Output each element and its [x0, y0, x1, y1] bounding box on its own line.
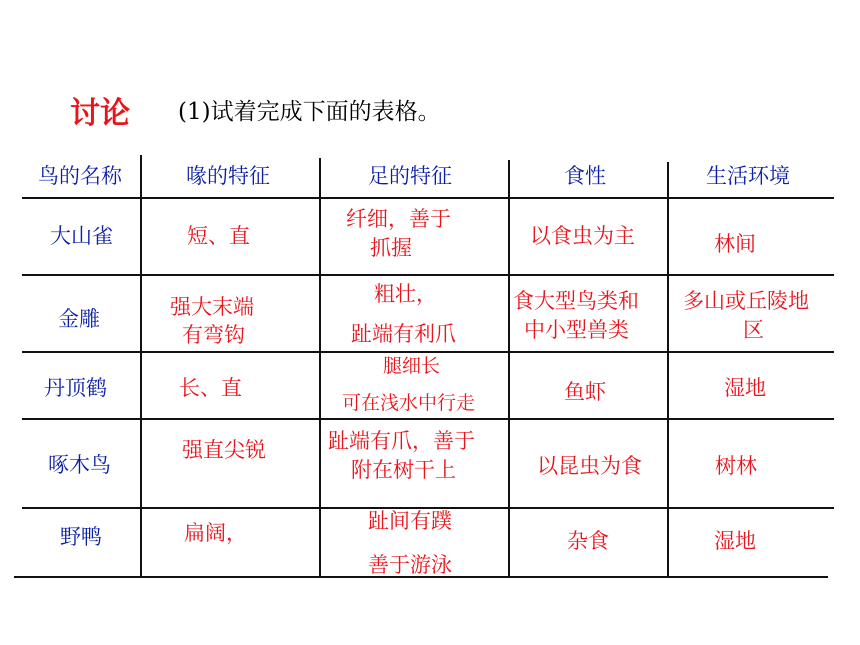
habitat-text: 湿地: [714, 529, 756, 553]
foot-feature-line: 趾端有爪，善于: [328, 429, 475, 453]
bird-name: 大山雀: [50, 224, 113, 248]
header-habitat: 生活环境: [706, 164, 790, 188]
table-rule: [22, 418, 834, 420]
beak-feature: 强直尖锐: [182, 438, 266, 462]
foot-feature-line: 趾间有蹼: [368, 509, 452, 533]
diet-text: 鱼虾: [564, 380, 606, 404]
diet-text: 杂食: [567, 529, 609, 553]
habitat-text: 树林: [715, 454, 757, 478]
foot-feature-line: 纤细，善于: [346, 207, 451, 231]
bird-name: 啄木鸟: [48, 453, 111, 477]
habitat-text-line: 多山或丘陵地: [683, 289, 809, 313]
table-column-rule: [319, 158, 321, 577]
foot-feature-line: 可在浅水中行走: [342, 392, 476, 414]
habitat-text: 林间: [714, 232, 756, 256]
instruction-text: (1)试着完成下面的表格。: [178, 99, 441, 125]
beak-feature-line: 有弯钩: [182, 323, 245, 347]
foot-feature-line: 腿细长: [383, 355, 441, 377]
table-rule: [22, 274, 834, 276]
table-rule: [22, 197, 834, 199]
foot-feature-line: 善于游泳: [368, 553, 452, 577]
foot-feature-line: 粗壮，: [374, 282, 437, 306]
beak-feature: 扁阔，: [184, 521, 247, 545]
beak-feature-line: 强大末端: [170, 295, 254, 319]
diet-text-line: 中小型兽类: [524, 318, 629, 342]
beak-feature: 短、直: [187, 224, 250, 248]
diet-text: 以昆虫为食: [537, 454, 642, 478]
bird-name: 金雕: [58, 307, 100, 331]
header-foot: 足的特征: [368, 164, 452, 188]
header-beak: 喙的特征: [186, 164, 270, 188]
header-bird-name: 鸟的名称: [38, 164, 122, 188]
diet-text-line: 食大型鸟类和: [513, 289, 639, 313]
diet-text: 以食虫为主: [530, 224, 635, 248]
table-column-rule: [667, 162, 669, 577]
bird-name: 野鸭: [60, 525, 102, 549]
foot-feature-line: 附在树干上: [351, 458, 456, 482]
foot-feature-line: 抓握: [370, 236, 412, 260]
habitat-text: 湿地: [724, 376, 766, 400]
beak-feature: 长、直: [179, 376, 242, 400]
header-diet: 食性: [564, 164, 606, 188]
table-column-rule: [140, 155, 142, 577]
foot-feature-line: 趾端有利爪: [351, 322, 456, 346]
table-column-rule: [508, 160, 510, 577]
habitat-text-line: 区: [743, 318, 764, 342]
discussion-title: 讨论: [70, 96, 130, 131]
bird-name: 丹顶鹤: [44, 376, 107, 400]
